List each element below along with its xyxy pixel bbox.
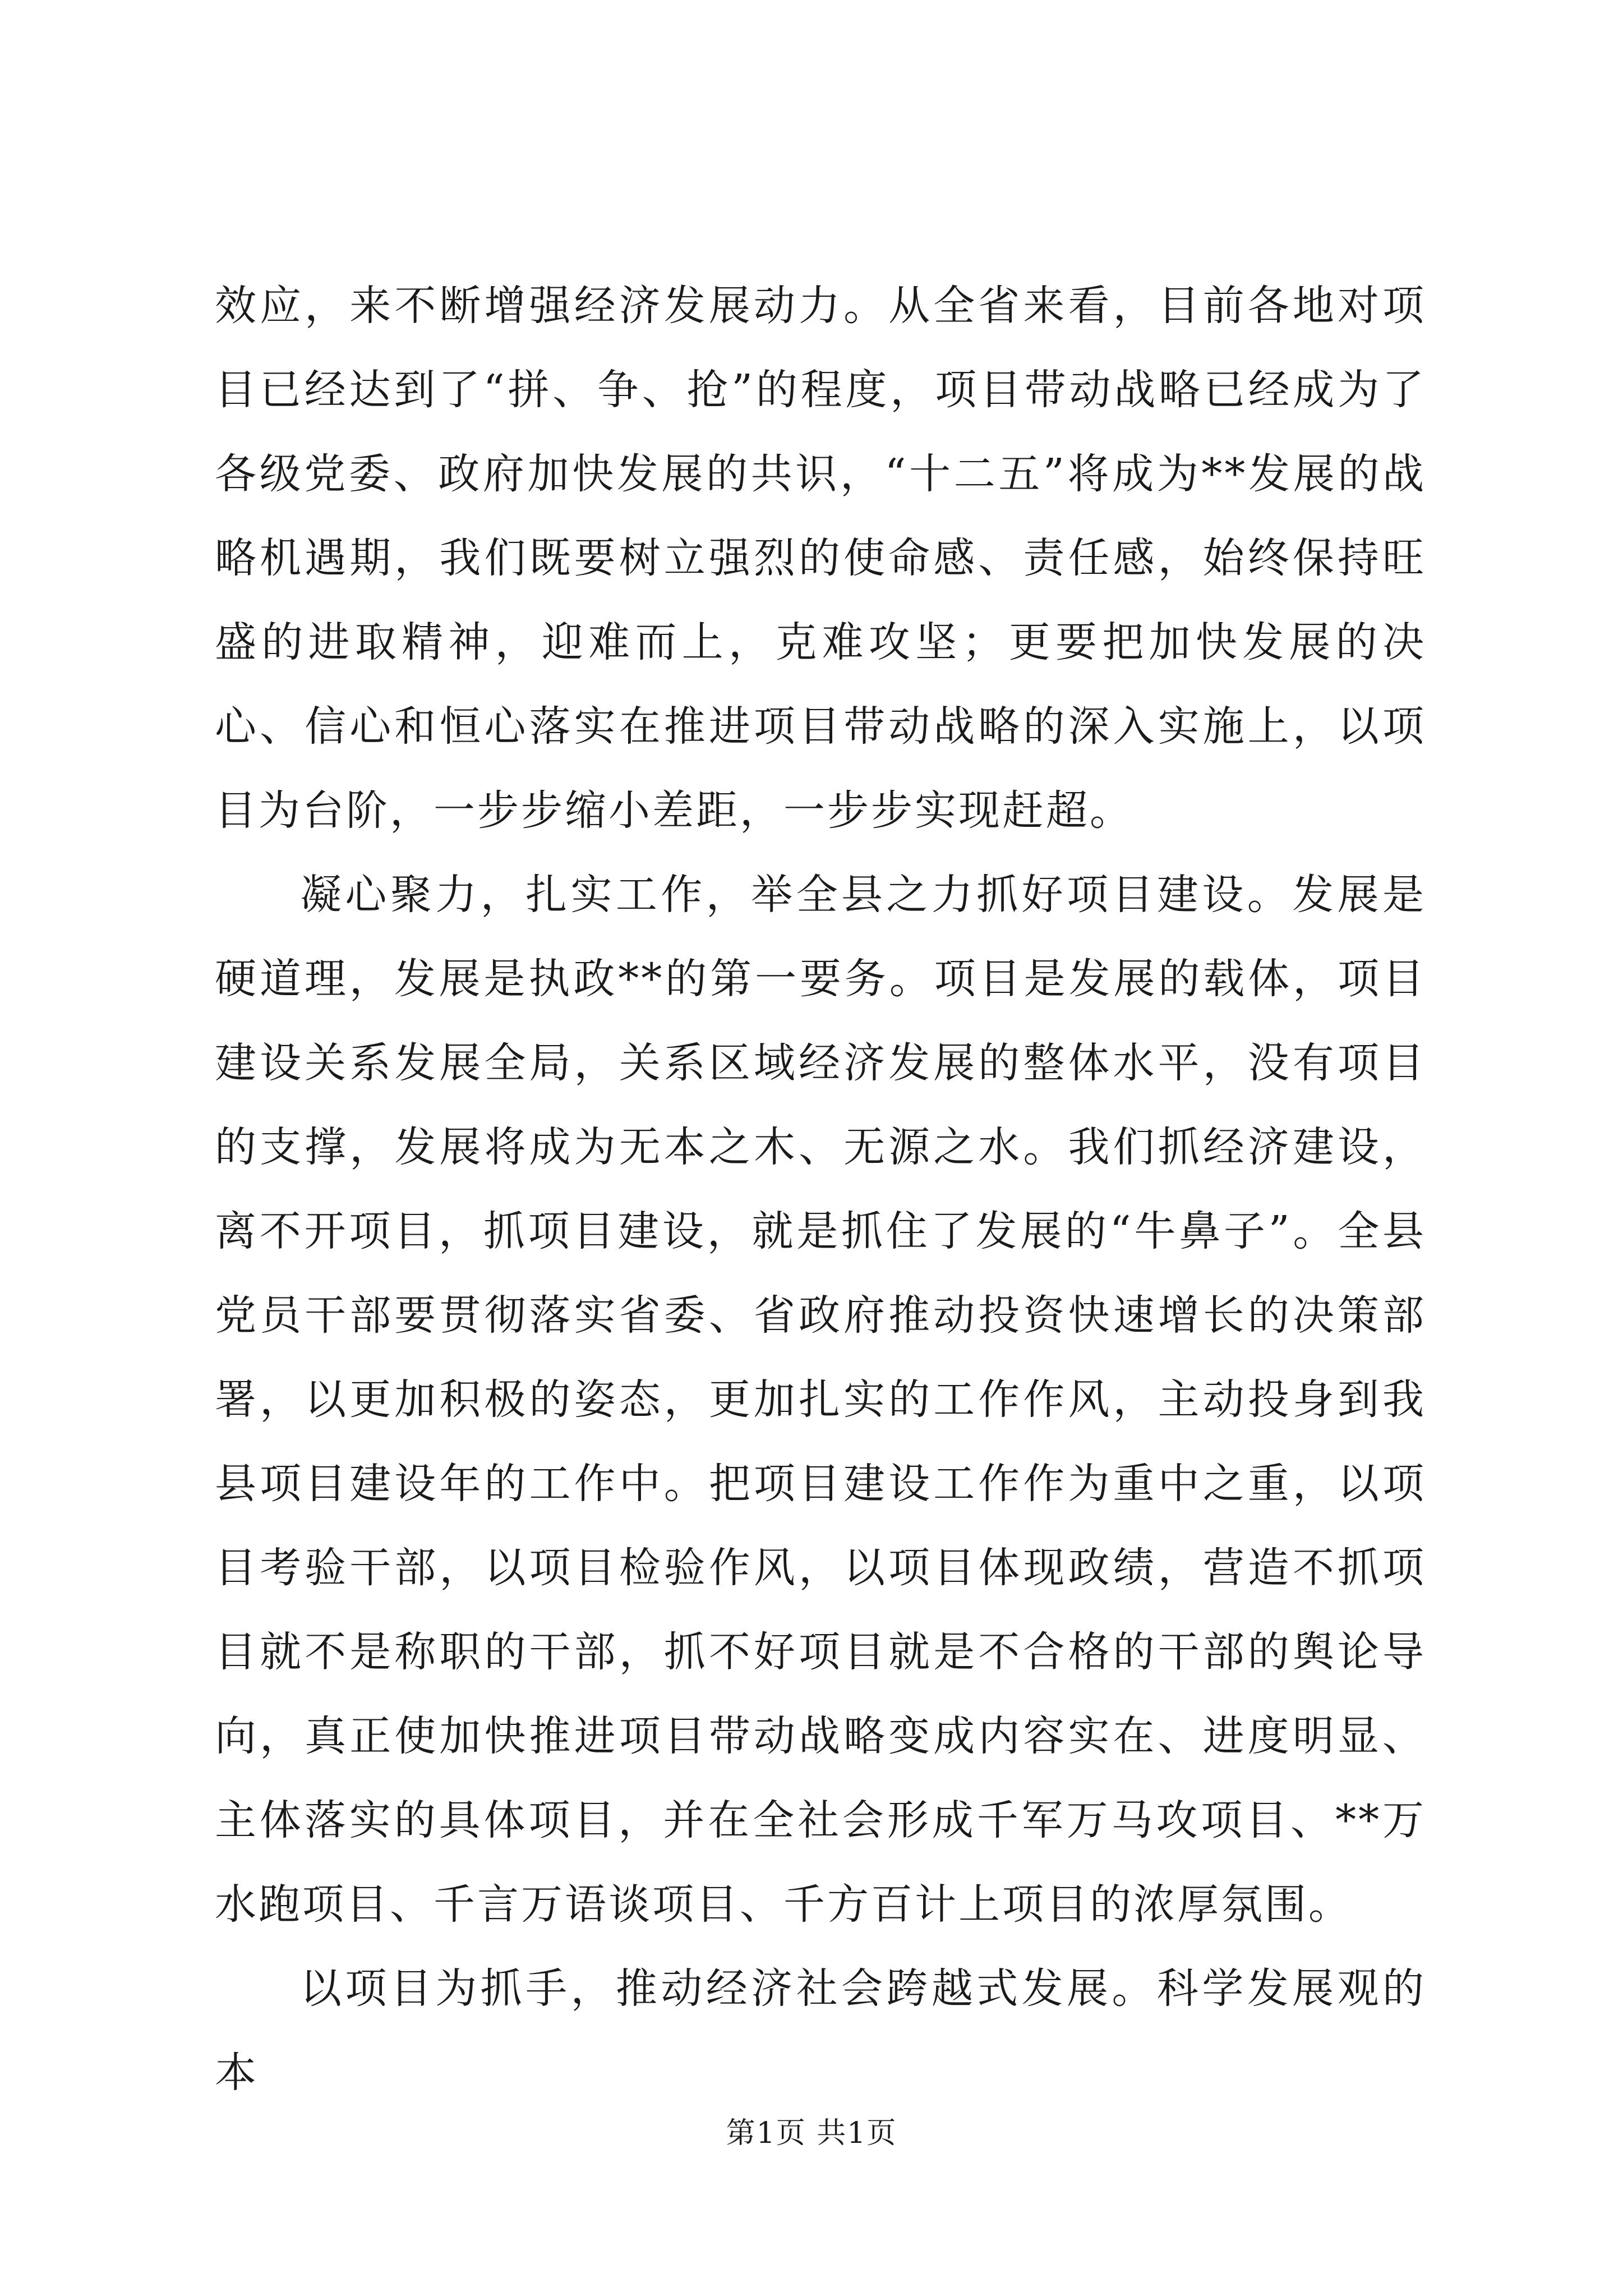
page-footer: 第1页 共1页 — [726, 2116, 897, 2150]
paragraph-3: 以项目为抓手，推动经济社会跨越式发展。科学发展观的本 — [215, 1964, 1426, 2097]
paragraph-2: 凝心聚力，扎实工作，举全县之力抓好项目建设。发展是硬道理，发展是执政**的第一要务。项目是发展的载体，项目建设关系发展全局，关系区域经济发展的整体水平，没有项目的支撑，发展将成为无本之木、无源之水。我们抓经济建设，离不开项目，抓项目建设，就是抓住了发展的“牛鼻子”。全县党员干部要贯彻落实省委、省政府推动投资快速增长的决策部署，以更加积极的姿态，更加扎实的工作作风，主动投身到我县项目建设年的工作中。把项目建设工作作为重中之重，以项目考验干部，以项目检验作风，以项目体现政绩，营造不抓项目就不是称职的干部，抓不好项目就是不合格的干部的舆论导向，真正使加快推进项目带动战略变成内容实在、进度明显、主体落实的具体项目，并在全社会形成千军万马攻项目、**万水跑项目、千言万语谈项目、千方百计上项目的浓厚氛围。 — [215, 871, 1426, 1929]
document-body — [215, 264, 1426, 2115]
paragraph-1: 效应，来不断增强经济发展动力。从全省来看，目前各地对项目已经达到了“拼、争、抢”的程度，项目带动战略已经成为了各级党委、政府加快发展的共识，“十二五”将成为**发展的战略机遇期，我们既要树立强烈的使命感、责任感，始终保持旺盛的进取精神，迎难而上，克难攻坚；更要把加快发展的决心、信心和恒心落实在推进项目带动战略的深入实施上，以项目为台阶，一步步缩小差距，一步步实现赶超。 — [215, 282, 1426, 835]
